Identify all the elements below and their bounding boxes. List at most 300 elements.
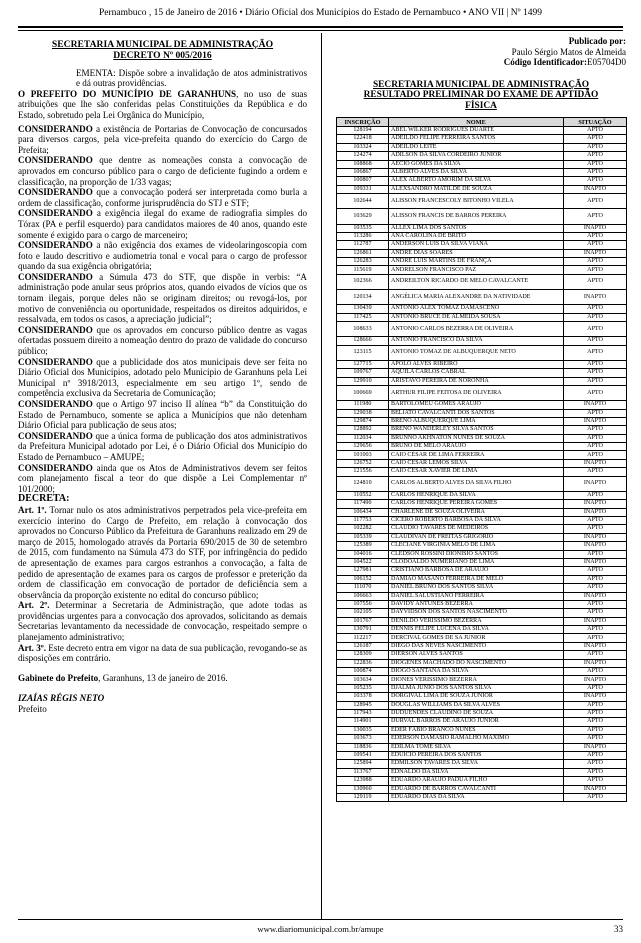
- cell-inscricao: 123988: [337, 777, 389, 785]
- footer-rule: [18, 919, 623, 920]
- table-row: [337, 434, 627, 442]
- published-by-name: Paulo Sérgio Matos de Almeida: [511, 46, 626, 57]
- code-value: E05704D0: [587, 57, 626, 68]
- cell-nome: ADILSON DA SILVA CORDEIRO JUNIOR: [389, 152, 564, 160]
- considerandos-list: [18, 124, 307, 495]
- decree-column: [18, 36, 307, 715]
- cell-inscricao: 100807: [337, 177, 389, 185]
- cell-inscricao: 130791: [337, 626, 389, 634]
- cell-situacao: APTO: [564, 434, 627, 442]
- table-row: [337, 517, 627, 525]
- cell-nome: ABEL WILKER RODRIGUES DUARTE: [389, 127, 564, 135]
- cell-nome: DERCIVAL GOMES DE SA JUNIOR: [389, 634, 564, 642]
- cell-inscricao: 126861: [337, 249, 389, 257]
- considerando-text: a exigência ilegal do exame de radiografia simples do Tórax (PA e perfil esquerdo) para candidatos maiores de 40 anos, quando este somente é exigido para o cargo de marceneiro;: [18, 208, 307, 240]
- cell-inscricao: 130960: [337, 785, 389, 793]
- cell-nome: DIERSON ALVES SANTOS: [389, 651, 564, 659]
- cell-nome: ANDRÉ DIAS SOARES: [389, 249, 564, 257]
- header-rule: [18, 26, 623, 28]
- table-row: [337, 634, 627, 642]
- table-row: [337, 592, 627, 600]
- cell-nome: EDERSON DAMASIO RAMALHO MÁXIMO: [389, 735, 564, 743]
- table-row: [337, 768, 627, 776]
- table-row: [337, 558, 627, 566]
- considerando-lead: CONSIDERANDO: [18, 187, 93, 198]
- cell-inscricao: 127981: [337, 567, 389, 575]
- considerando-lead: CONSIDERANDO: [18, 462, 93, 473]
- cell-inscricao: 117753: [337, 517, 389, 525]
- cell-situacao: APTO: [564, 385, 627, 400]
- considerando-text: ainda que os Atos de Administrativos devem ser feitos com planejamento fiscal a teor do que dispõe a Lei Complementar nº 101/2000;: [18, 462, 307, 494]
- results-title-line3: FÍSICA: [465, 100, 497, 111]
- cell-situacao: INAPTO: [564, 401, 627, 409]
- cell-situacao: INAPTO: [564, 249, 627, 257]
- results-title-line2: RESULTADO PRELIMINAR DO EXAME DE APTIDÃO: [363, 90, 599, 101]
- article-paragraph: [18, 643, 307, 664]
- cell-nome: ANDRELSON FRANCISCO PAZ: [389, 266, 564, 274]
- cell-inscricao: 128945: [337, 701, 389, 709]
- cell-situacao: APTO: [564, 634, 627, 642]
- page-header: [18, 8, 623, 24]
- page-number: 33: [614, 924, 623, 934]
- cell-inscricao: 128892: [337, 426, 389, 434]
- cell-situacao: INAPTO: [564, 542, 627, 550]
- decree-preamble: [18, 89, 307, 121]
- cell-situacao: APTO: [564, 718, 627, 726]
- table-row: [337, 476, 627, 491]
- cell-inscricao: 103535: [337, 224, 389, 232]
- cell-nome: DANIEL BRUNO DOS SANTOS SILVA: [389, 584, 564, 592]
- cell-inscricao: 112787: [337, 241, 389, 249]
- article-paragraph: [18, 505, 307, 600]
- identifier-line: [336, 57, 626, 68]
- cell-inscricao: 109331: [337, 185, 389, 193]
- gabinete-line: [18, 673, 307, 684]
- cell-inscricao: 112034: [337, 434, 389, 442]
- column-divider: [321, 33, 322, 919]
- cell-situacao: APTO: [564, 751, 627, 759]
- cell-inscricao: 117490: [337, 500, 389, 508]
- cell-situacao: INAPTO: [564, 224, 627, 232]
- cell-situacao: APTO: [564, 345, 627, 360]
- cell-nome: BRENO ALBUQUERQUE LIMA: [389, 417, 564, 425]
- gabinete-text: , Garanhuns, 13 de janeiro de 2016.: [98, 672, 228, 683]
- cell-nome: CHARLENE DE SOUZA OLIVEIRA: [389, 508, 564, 516]
- article-text: Determinar a Secretaria de Administração, que adote todas as providências urgentes para a convocação dos aprovados, solicitando as demais Secretarias levantamento da necessidade de convocação, respeitado sempre o planejamento administrativo;: [18, 600, 307, 643]
- cell-situacao: APTO: [564, 609, 627, 617]
- cell-situacao: APTO: [564, 709, 627, 717]
- cell-situacao: APTO: [564, 768, 627, 776]
- article-lead: Art. 1º.: [18, 504, 47, 515]
- cell-nome: DAYVIDSON DOS SANTOS NASCIMENTO: [389, 609, 564, 617]
- cell-inscricao: 126752: [337, 459, 389, 467]
- cell-inscricao: 128309: [337, 651, 389, 659]
- header-rule-thin: [18, 30, 623, 31]
- cell-nome: BRENO WANDERLEY SILVA SANTOS: [389, 426, 564, 434]
- article-text: Tornar nulo os atos administrativos perpetrados pela vice-prefeita em exercício interino do Cargo de Prefeito, em relação à convocação dos aprovados no Concurso Público da Prefeitura de Garanhuns realizado em 29 de março de 2015, homologado através da Portaria 690/2015 de 30 de setembro de 2015, com fundamento na Súmula 473 do STF, por infringência do pedido de apresentação de exames para cargos estranhos a convocação, a falta de pedido de apresentação de exames para os cargos de professor e preterição da ordem de classificação em convocação de portador de deficiência sem a observância da proporção existente no edital do concurso público;: [18, 504, 307, 600]
- table-row: [337, 185, 627, 193]
- cell-situacao: APTO: [564, 305, 627, 313]
- cell-situacao: APTO: [564, 168, 627, 176]
- cell-inscricao: 129910: [337, 377, 389, 385]
- cell-situacao: APTO: [564, 525, 627, 533]
- preamble-text: , no uso de suas atribuições que lhe são conferidas pelas Constituições da República e do Estado, sobretudo pela Lei Orgânica do Município,: [18, 88, 307, 120]
- table-row: [337, 168, 627, 176]
- cell-inscricao: 104522: [337, 558, 389, 566]
- cell-nome: ANDERSON LUIS DA SILVA VIANA: [389, 241, 564, 249]
- cell-inscricao: 126283: [337, 258, 389, 266]
- article-text: Este decreto entra em vigor na data de sua publicação, revogando-se as disposições em contrário.: [18, 642, 307, 664]
- considerando-paragraph: [18, 463, 307, 495]
- cell-inscricao: 106152: [337, 575, 389, 583]
- table-row: [337, 609, 627, 617]
- cell-inscricao: 105339: [337, 533, 389, 541]
- cell-inscricao: 107556: [337, 600, 389, 608]
- cell-nome: ANTONIO FRANCISCO DA SILVA: [389, 337, 564, 345]
- table-row: [337, 209, 627, 224]
- cell-situacao: INAPTO: [564, 290, 627, 305]
- cell-situacao: APTO: [564, 793, 627, 801]
- table-row: [337, 337, 627, 345]
- cell-situacao: APTO: [564, 369, 627, 377]
- table-row: [337, 249, 627, 257]
- cell-inscricao: 109541: [337, 751, 389, 759]
- considerando-lead: CONSIDERANDO: [18, 356, 93, 367]
- cell-nome: ALEX ALBERTO AMORIM DA SILVA: [389, 177, 564, 185]
- decree-title: [18, 40, 307, 62]
- cell-situacao: INAPTO: [564, 533, 627, 541]
- cell-nome: DENILDO VERISSIMO BEZERRA: [389, 617, 564, 625]
- cell-situacao: APTO: [564, 600, 627, 608]
- considerando-paragraph: [18, 124, 307, 156]
- considerando-lead: CONSIDERANDO: [18, 240, 93, 251]
- cell-nome: ANDREILTON RICARDO DE MELO CAVALCANTE: [389, 274, 564, 289]
- col-inscricao-header: INSCRIÇÃO: [337, 118, 389, 127]
- cell-inscricao: 123115: [337, 345, 389, 360]
- cell-situacao: APTO: [564, 575, 627, 583]
- col-nome-header: NOME: [389, 118, 564, 127]
- table-row: [337, 575, 627, 583]
- cell-nome: ARTHUR FILIPE FEITOSA DE OLIVEIRA: [389, 385, 564, 400]
- table-row: [337, 322, 627, 337]
- cell-nome: ANDRÉ LUIS MARTINS DE FRANÇA: [389, 258, 564, 266]
- cell-nome: EDNALDO DA SILVA: [389, 768, 564, 776]
- results-title-line1: SECRETARIA MUNICIPAL DE ADMINISTRAÇÃO: [372, 79, 590, 90]
- cell-inscricao: 125894: [337, 760, 389, 768]
- table-row: [337, 760, 627, 768]
- cell-situacao: APTO: [564, 337, 627, 345]
- cell-inscricao: 101767: [337, 617, 389, 625]
- cell-situacao: INAPTO: [564, 592, 627, 600]
- table-row: [337, 642, 627, 650]
- cell-situacao: APTO: [564, 241, 627, 249]
- table-row: [337, 751, 627, 759]
- table-row: [337, 135, 627, 143]
- results-column: [336, 36, 626, 802]
- cell-inscricao: 128666: [337, 337, 389, 345]
- cell-nome: DJALMA JÚNIO DOS SANTOS SILVA: [389, 684, 564, 692]
- table-row: [337, 567, 627, 575]
- cell-situacao: APTO: [564, 726, 627, 734]
- table-row: [337, 785, 627, 793]
- table-row: [337, 468, 627, 476]
- cell-nome: CLEDSON ROSSINI DIONÍSIO SANTOS: [389, 550, 564, 558]
- considerando-paragraph: [18, 272, 307, 325]
- footer-url: www.diariomunicipal.com.br/amupe: [257, 924, 384, 934]
- cell-situacao: APTO: [564, 152, 627, 160]
- cell-situacao: APTO: [564, 274, 627, 289]
- cell-situacao: APTO: [564, 451, 627, 459]
- considerando-text: que a única forma de publicação dos atos administrativos da Prefeitura Municipal adotado por Lei, é o Diário Oficial dos Município do Estado de Pernambuco – AMUPE;: [18, 430, 307, 462]
- cell-inscricao: 124810: [337, 476, 389, 491]
- cell-nome: CAIO CÉSAR LEMOS SILVA: [389, 459, 564, 467]
- cell-situacao: APTO: [564, 143, 627, 151]
- cell-nome: EDUARDO DIAS DA SILVA: [389, 793, 564, 801]
- decree-title-line1: SECRETARIA MUNICIPAL DE ADMINISTRAÇÃO: [51, 39, 274, 50]
- table-row: [337, 224, 627, 232]
- cell-situacao: APTO: [564, 266, 627, 274]
- cell-inscricao: 117943: [337, 709, 389, 717]
- cell-situacao: APTO: [564, 468, 627, 476]
- table-row: [337, 626, 627, 634]
- cell-situacao: APTO: [564, 409, 627, 417]
- considerando-paragraph: [18, 431, 307, 463]
- cell-nome: ADEILDO LEITE: [389, 143, 564, 151]
- table-row: [337, 491, 627, 499]
- cell-inscricao: 118836: [337, 743, 389, 751]
- table-row: [337, 290, 627, 305]
- cell-inscricao: 103324: [337, 143, 389, 151]
- considerando-text: que a publicidade dos atos municipais deve ser feita no Diário Oficial dos Municípios, adotado pelo Município de Garanhuns pela Lei Municipal nº 3918/2013, especialmente em seu artigo 1º, sendo de competência exclusiva da Secretaria de Comunicação;: [18, 356, 307, 399]
- cell-situacao: INAPTO: [564, 558, 627, 566]
- cell-inscricao: 129874: [337, 417, 389, 425]
- cell-inscricao: 113767: [337, 768, 389, 776]
- cell-inscricao: 105235: [337, 684, 389, 692]
- table-row: [337, 177, 627, 185]
- cell-inscricao: 102105: [337, 609, 389, 617]
- cell-situacao: APTO: [564, 491, 627, 499]
- considerando-lead: CONSIDERANDO: [18, 324, 93, 335]
- table-row: [337, 426, 627, 434]
- cell-nome: CLODOALDO NUMERIANO DE LIMA: [389, 558, 564, 566]
- cell-nome: BRUNO DE MELO ARAUJO: [389, 443, 564, 451]
- cell-nome: EDUARDO DE BARROS CAVALCANTI: [389, 785, 564, 793]
- cell-nome: ANGÉLICA MARIA ALEXANDRE DA NATIVIDADE: [389, 290, 564, 305]
- cell-nome: DIONES VERISSIMO BEZERRA: [389, 676, 564, 684]
- published-by-label: Publicado por:: [568, 36, 626, 46]
- cell-nome: DIOGO SANTANA DA SILVA: [389, 668, 564, 676]
- header-text: Pernambuco , 15 de Janeiro de 2016 • Diário Oficial dos Municípios do Estado de Pernambuco • ANO VII | Nº 1499: [99, 8, 542, 18]
- cell-situacao: APTO: [564, 517, 627, 525]
- cell-situacao: INAPTO: [564, 185, 627, 193]
- decree-ementa: EMENTA: Dispõe sobre a invalidação de atos administrativos e dá outras providências.: [76, 67, 307, 89]
- cell-nome: ANTONIO TOMAZ DE ALBUQUERQUE NETO: [389, 345, 564, 360]
- cell-nome: ANTONIO BRUCE DE ALMEIDA SOUSA: [389, 313, 564, 321]
- cell-nome: DAMIÃO MASANO FERREIRA DE MELO: [389, 575, 564, 583]
- cell-inscricao: 129119: [337, 793, 389, 801]
- considerando-paragraph: [18, 325, 307, 357]
- table-row: [337, 459, 627, 467]
- table-row: [337, 194, 627, 209]
- considerando-lead: CONSIDERANDO: [18, 208, 93, 219]
- cell-nome: DOUGLAS WILLIAMS DA SILVA ALVES: [389, 701, 564, 709]
- considerando-text: a Súmula 473 do STF, que dispõe in verbis: “A administração pode anular seus próprios atos, quando eivados de vícios que os tornam ilegais, porque deles não se originam direitos; ou revogá-los, por motivo de conveniência ou oportunidade, respeitados os direitos adquiridos, e ressalvada, em todos os casos, a apreciação judicial”;: [18, 271, 307, 325]
- cell-inscricao: 103629: [337, 209, 389, 224]
- cell-inscricao: 100874: [337, 668, 389, 676]
- cell-inscricao: 108868: [337, 160, 389, 168]
- cell-inscricao: 121556: [337, 468, 389, 476]
- signer-name: IZAÍAS RÉGIS NETO: [18, 693, 105, 704]
- considerando-paragraph: [18, 240, 307, 272]
- cell-nome: ALEXSANDRO MATILDE DE SOUZA: [389, 185, 564, 193]
- table-row: [337, 143, 627, 151]
- cell-inscricao: 114901: [337, 718, 389, 726]
- table-row: [337, 401, 627, 409]
- table-row: [337, 451, 627, 459]
- article-lead: Art. 2º.: [18, 600, 50, 611]
- cell-situacao: APTO: [564, 701, 627, 709]
- results-header-row: [337, 118, 627, 127]
- signer-role: Prefeito: [18, 704, 47, 715]
- cell-situacao: APTO: [564, 177, 627, 185]
- table-row: [337, 709, 627, 717]
- table-row: [337, 417, 627, 425]
- considerando-lead: CONSIDERANDO: [18, 155, 93, 166]
- table-row: [337, 500, 627, 508]
- cell-nome: ARISTAVO PEREIRA DE NORONHA: [389, 377, 564, 385]
- cell-nome: ALLEX LIMA DOS SANTOS: [389, 224, 564, 232]
- cell-inscricao: 115619: [337, 266, 389, 274]
- decree-title-line2: DECRETO Nº 005/2016: [113, 49, 212, 61]
- table-row: [337, 266, 627, 274]
- cell-nome: CARLOS HENRIQUE DA SILVA: [389, 491, 564, 499]
- cell-situacao: INAPTO: [564, 785, 627, 793]
- cell-inscricao: 125389: [337, 542, 389, 550]
- cell-inscricao: 127715: [337, 360, 389, 368]
- cell-situacao: APTO: [564, 258, 627, 266]
- cell-situacao: APTO: [564, 377, 627, 385]
- table-row: [337, 385, 627, 400]
- considerando-paragraph: [18, 357, 307, 399]
- cell-nome: EDUÍCIO PEREIRA DOS SANTOS: [389, 751, 564, 759]
- table-row: [337, 241, 627, 249]
- table-row: [337, 777, 627, 785]
- table-row: [337, 152, 627, 160]
- cell-situacao: INAPTO: [564, 676, 627, 684]
- cell-inscricao: 113286: [337, 232, 389, 240]
- considerando-lead: CONSIDERANDO: [18, 430, 93, 441]
- cell-nome: APOLO ALVES RIBEIRO: [389, 360, 564, 368]
- cell-nome: CAIO CÉSAR DE LIMA FERREIRA: [389, 451, 564, 459]
- cell-nome: DIOGENES MACHADO DO NASCIMENTO: [389, 659, 564, 667]
- table-row: [337, 443, 627, 451]
- cell-inscricao: 129656: [337, 443, 389, 451]
- cell-inscricao: 130439: [337, 305, 389, 313]
- table-row: [337, 525, 627, 533]
- cell-nome: CRISTIANO BARBOSA DE ARAÚJO: [389, 567, 564, 575]
- cell-situacao: APTO: [564, 567, 627, 575]
- cell-situacao: INAPTO: [564, 642, 627, 650]
- cell-situacao: APTO: [564, 550, 627, 558]
- table-row: [337, 668, 627, 676]
- results-table: [336, 117, 627, 802]
- table-row: [337, 305, 627, 313]
- cell-inscricao: 129038: [337, 409, 389, 417]
- cell-nome: CAIO CÉSAR XAVIER DE LIMA: [389, 468, 564, 476]
- cell-nome: ALISSON FRANCESCOLY BITONHO VILELA: [389, 194, 564, 209]
- cell-nome: AÉCIO GOMES DA SILVA: [389, 160, 564, 168]
- considerando-lead: CONSIDERANDO: [18, 271, 93, 282]
- code-label: Código Identificador:: [503, 57, 587, 68]
- cell-inscricao: 122418: [337, 135, 389, 143]
- results-body: [337, 127, 627, 802]
- table-row: [337, 258, 627, 266]
- cell-nome: DURVAL BARROS DE ARAUJO JUNIOR: [389, 718, 564, 726]
- table-row: [337, 409, 627, 417]
- cell-nome: CARLOS ALBERTO ALVES DA SILVA FILHO: [389, 476, 564, 491]
- cell-inscricao: 106663: [337, 592, 389, 600]
- considerando-paragraph: [18, 399, 307, 431]
- cell-nome: EDUARDO ARAÚJO PADUA FILHO: [389, 777, 564, 785]
- article-lead: Art. 3º.: [18, 642, 47, 653]
- cell-inscricao: 103378: [337, 693, 389, 701]
- cell-nome: EDILMA TOMÉ SILVA: [389, 743, 564, 751]
- cell-nome: ANTONIO ALEX TOMAZ DAMASCENO: [389, 305, 564, 313]
- table-row: [337, 127, 627, 135]
- cell-situacao: APTO: [564, 194, 627, 209]
- cell-nome: ADEILDO FELIPE FERREIRA SANTOS: [389, 135, 564, 143]
- table-row: [337, 232, 627, 240]
- cell-situacao: APTO: [564, 360, 627, 368]
- cell-situacao: APTO: [564, 684, 627, 692]
- table-row: [337, 684, 627, 692]
- cell-situacao: APTO: [564, 135, 627, 143]
- cell-nome: EDER FÁBIO BRANCO NUNES: [389, 726, 564, 734]
- cell-nome: CÍCERO ROBERTO BARBOSA DA SILVA: [389, 517, 564, 525]
- cell-situacao: INAPTO: [564, 693, 627, 701]
- col-situacao-header: SITUAÇÃO: [564, 118, 627, 127]
- cell-situacao: APTO: [564, 209, 627, 224]
- cell-nome: ANTONIO CARLOS BEZERRA DE OLIVEIRA: [389, 322, 564, 337]
- cell-situacao: APTO: [564, 232, 627, 240]
- cell-inscricao: 102644: [337, 194, 389, 209]
- cell-inscricao: 111070: [337, 584, 389, 592]
- cell-nome: BELIATO CAVALCANTI DOS SANTOS: [389, 409, 564, 417]
- cell-situacao: INAPTO: [564, 476, 627, 491]
- table-row: [337, 676, 627, 684]
- cell-inscricao: 120134: [337, 290, 389, 305]
- table-row: [337, 600, 627, 608]
- table-row: [337, 274, 627, 289]
- publication-info: [336, 36, 626, 68]
- cell-nome: BRUNNO AKHNATON NUNES DE SOUZA: [389, 434, 564, 442]
- table-row: [337, 377, 627, 385]
- table-row: [337, 693, 627, 701]
- table-row: [337, 345, 627, 360]
- cell-nome: CLAUDIO TAVARES DE MEDEIROS: [389, 525, 564, 533]
- table-row: [337, 701, 627, 709]
- cell-nome: EDMILSON TAVARES DA SILVA: [389, 760, 564, 768]
- cell-inscricao: 108633: [337, 322, 389, 337]
- table-row: [337, 726, 627, 734]
- cell-inscricao: 122836: [337, 659, 389, 667]
- considerando-lead: CONSIDERANDO: [18, 399, 93, 409]
- cell-nome: CLAUDIVAN DE FREITAS GRIGÓRIO: [389, 533, 564, 541]
- cell-inscricao: 124274: [337, 152, 389, 160]
- considerando-text: que o Artigo 97 inciso II alínea “b” da Constituição do Estado de Pernambuco, somente se aplica a Municípios que não detenham Diário Oficial para publicação de seus atos;: [18, 399, 307, 431]
- cell-nome: BARTOLOMEU GOMES ARAUJO: [389, 401, 564, 409]
- cell-inscricao: 126187: [337, 642, 389, 650]
